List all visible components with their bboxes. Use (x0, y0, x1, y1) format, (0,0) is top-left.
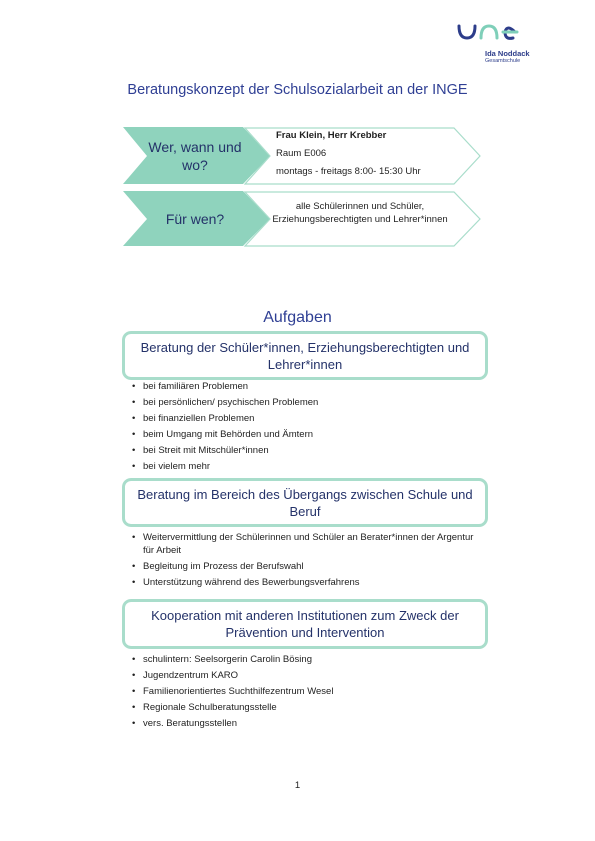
list-item: • vers. Beratungsstellen (124, 717, 333, 730)
who-info (276, 127, 421, 181)
list-item: • bei persönlichen/ psychischen Problemen (124, 396, 318, 409)
logo-subtitle: Gesamtschule (485, 58, 521, 64)
list-item: • Weitervermittlung der Schülerinnen und Schüler an Berater*innen der Argentur für Arbeit (124, 531, 474, 557)
list-item: • bei Streit mit Mitschüler*innen (124, 444, 318, 457)
list-item: • bei familiären Problemen (124, 380, 318, 393)
staff-names: Frau Klein, Herr Krebber (276, 130, 387, 141)
logo-name: Ida Noddack (485, 49, 530, 58)
list-item: • Unterstützung während des Bewerbungsverfahrens (124, 576, 474, 589)
page-number: 1 (294, 780, 301, 791)
list-cooperation (124, 653, 333, 733)
list-item: • Familienorientiertes Suchthilfezentrum Wesel (124, 685, 333, 698)
list-item: • bei finanziellen Problemen (124, 412, 318, 425)
for-whom-text: alle Schülerinnen und Schüler, Erziehungsberechtigten und Lehrer*innen (272, 201, 448, 225)
section-title-cooperation: Kooperation mit anderen Institutionen zum Zweck der Prävention und Intervention (122, 599, 488, 649)
list-item: • Jugendzentrum KARO (124, 669, 333, 682)
page-title: Beratungskonzept der Schulsozialarbeit an der INGE (127, 82, 468, 98)
for-whom-label: Für wen? (165, 211, 225, 227)
section-title-counseling: Beratung der Schüler*innen, Erziehungsberechtigten und Lehrer*innen (122, 331, 488, 380)
room: Raum E006 (276, 148, 327, 159)
list-item: • schulintern: Seelsorgerin Carolin Bösing (124, 653, 333, 666)
list-counseling (124, 380, 318, 476)
list-item: • Begleitung im Prozess der Berufswahl (124, 560, 474, 573)
list-item: • Regionale Schulberatungsstelle (124, 701, 333, 714)
list-item: • beim Umgang mit Behörden und Ämtern (124, 428, 318, 441)
section-title-transition: Beratung im Bereich des Übergangs zwischen Schule und Beruf (122, 478, 488, 527)
office-hours: montags - freitags 8:00- 15:30 Uhr (276, 166, 421, 177)
tasks-heading: Aufgaben (263, 309, 332, 326)
list-item: • bei vielem mehr (124, 460, 318, 473)
who-label: Wer, wann und wo? (148, 139, 242, 173)
list-transition (124, 531, 474, 592)
